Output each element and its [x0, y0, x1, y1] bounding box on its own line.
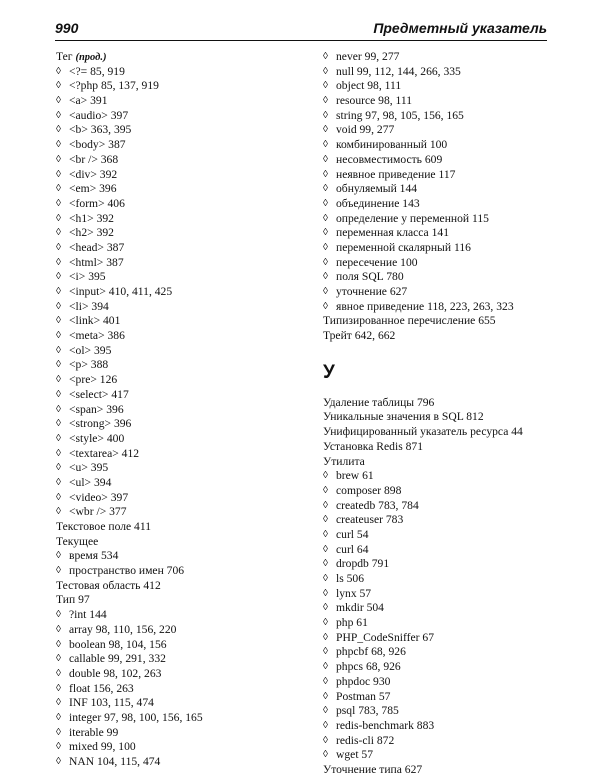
index-entry: [323, 455, 573, 470]
entry-text: <?php 85, 137, 919: [69, 79, 159, 93]
index-subentry: [323, 79, 573, 94]
entry-text: <?= 85, 919: [69, 64, 125, 78]
entry-text: boolean 98, 104, 156: [69, 637, 167, 651]
entry-text: Уточнение типа 627: [323, 762, 423, 776]
index-column-right: [323, 50, 573, 778]
entry-text: <div> 392: [69, 167, 118, 181]
entry-text: composer 898: [336, 483, 402, 497]
index-subentry: [56, 564, 296, 579]
index-subentry: [56, 285, 296, 300]
index-subentry: [56, 358, 296, 373]
index-subentry: [56, 623, 296, 638]
index-subentry: [323, 675, 573, 690]
index-subentry: [56, 476, 296, 491]
entry-text: <span> 396: [69, 402, 124, 416]
entry-text: объединение 143: [336, 196, 420, 210]
index-subentry: [323, 300, 573, 315]
entry-text: Удаление таблицы 796: [323, 395, 435, 409]
index-subentry: [56, 696, 296, 711]
entry-text: curl 64: [336, 542, 369, 556]
entry-text: время 534: [69, 549, 119, 563]
index-subentry: [323, 256, 573, 271]
entry-text: <pre> 126: [69, 373, 118, 387]
entry-text: <li> 394: [69, 299, 109, 313]
index-entry: [323, 763, 573, 778]
index-subentry: [56, 638, 296, 653]
entry-text: <em> 396: [69, 182, 117, 196]
index-subentry: [323, 631, 573, 646]
index-subentry: [323, 704, 573, 719]
entry-text: phpdoc 930: [336, 674, 391, 688]
index-subentry: [323, 138, 573, 153]
index-subentry: [56, 241, 296, 256]
index-subentry: [56, 197, 296, 212]
index-subentry: [56, 123, 296, 138]
entry-text: ls 506: [336, 572, 365, 585]
entry-text: dropdb 791: [336, 557, 390, 571]
index-entry: [323, 410, 573, 425]
page-number: 990: [55, 20, 79, 36]
entry-text: Текущее: [56, 534, 99, 548]
index-subentry: [56, 461, 296, 476]
entry-text: <ol> 395: [69, 343, 112, 357]
index-subentry: [323, 601, 573, 616]
index-column-left: [56, 50, 296, 770]
entry-text: <p> 388: [69, 358, 109, 372]
entry-text: Тег: [56, 50, 73, 63]
index-subentry: [56, 344, 296, 359]
index-subentry: [323, 153, 573, 168]
entry-text: mixed 99, 100: [69, 740, 136, 754]
entry-text: Текстовое поле 411: [56, 520, 152, 533]
index-entry: [323, 440, 573, 455]
index-subentry: [56, 300, 296, 315]
entry-text: void 99, 277: [336, 123, 395, 137]
index-subentry: [56, 182, 296, 197]
index-subentry: [323, 241, 573, 256]
entry-text: переменной скалярный 116: [336, 240, 471, 254]
index-subentry: [56, 256, 296, 271]
index-subentry: [56, 417, 296, 432]
index-subentry: [56, 667, 296, 682]
index-entry: [56, 520, 296, 535]
entry-text: ?int 144: [69, 608, 107, 622]
index-group-t-continued: [323, 50, 573, 344]
entry-text: wget 57: [336, 748, 374, 762]
entry-text: поля SQL 780: [336, 270, 404, 284]
index-subentry: [56, 168, 296, 183]
index-subentry: [323, 484, 573, 499]
entry-text: <body> 387: [69, 138, 126, 152]
entry-text: неявное приведение 117: [336, 167, 456, 181]
entry-text: phpcs 68, 926: [336, 660, 401, 674]
index-subentry: [56, 491, 296, 506]
index-subentry: [56, 314, 296, 329]
index-subentry: [323, 513, 573, 528]
entry-text: null 99, 112, 144, 266, 335: [336, 64, 461, 78]
index-subentry: [56, 109, 296, 124]
index-subentry: [323, 690, 573, 705]
entry-text: iterable 99: [69, 725, 119, 739]
index-subentry: [323, 748, 573, 763]
entry-text: Унифицированный указатель ресурса 44: [323, 425, 523, 439]
page-header: [55, 18, 547, 41]
section-letter: У: [323, 361, 335, 383]
entry-text: пересечение 100: [336, 255, 418, 269]
index-subentry: [56, 505, 296, 520]
entry-text: redis-benchmark 883: [336, 718, 435, 732]
index-subentry: [323, 734, 573, 749]
entry-text: <select> 417: [69, 387, 129, 401]
index-entry: [56, 535, 296, 550]
entry-text: Трейт 642, 662: [323, 329, 396, 343]
index-subentry: [56, 226, 296, 241]
index-subentry: [56, 755, 296, 770]
index-subentry: [323, 226, 573, 241]
index-subentry: [56, 373, 296, 388]
index-subentry: [56, 682, 296, 697]
entry-text: <textarea> 412: [69, 446, 140, 460]
entry-text: INF 103, 115, 474: [69, 696, 154, 710]
entry-text: <h2> 392: [69, 226, 114, 240]
entry-text: <head> 387: [69, 240, 125, 254]
entry-text: psql 783, 785: [336, 704, 399, 718]
entry-text: never 99, 277: [336, 50, 400, 63]
index-subentry: [56, 388, 296, 403]
entry-text: <html> 387: [69, 255, 124, 269]
index-subentry: [56, 94, 296, 109]
entry-text: определение у переменной 115: [336, 211, 489, 225]
entry-text: <strong> 396: [69, 417, 132, 431]
index-subentry: [323, 528, 573, 543]
index-subentry: [323, 499, 573, 514]
entry-text: явное приведение 118, 223, 263, 323: [336, 299, 514, 313]
entry-text: <link> 401: [69, 314, 121, 328]
index-subentry: [323, 719, 573, 734]
index-subentry: [56, 138, 296, 153]
index-subentry: [323, 168, 573, 183]
entry-text: phpcbf 68, 926: [336, 645, 406, 659]
entry-text: <ul> 394: [69, 475, 112, 489]
entry-text: <h1> 392: [69, 211, 114, 225]
entry-text: callable 99, 291, 332: [69, 652, 166, 666]
index-entry: [323, 396, 573, 411]
entry-text: object 98, 111: [336, 79, 402, 93]
index-subentry: [56, 711, 296, 726]
index-subentry: [323, 65, 573, 80]
entry-text: <i> 395: [69, 270, 106, 284]
entry-text: Уникальные значения в SQL 812: [323, 410, 484, 424]
entry-text: lynx 57: [336, 586, 372, 600]
index-subentry: [56, 79, 296, 94]
entry-text: double 98, 102, 263: [69, 666, 162, 680]
continued-label: (прод.): [75, 52, 107, 63]
entry-text: float 156, 263: [69, 681, 134, 695]
index-entry: [56, 579, 296, 594]
index-subentry: [56, 549, 296, 564]
index-subentry: [56, 652, 296, 667]
entry-text: <video> 397: [69, 490, 129, 504]
entry-text: Postman 57: [336, 689, 391, 703]
entry-text: php 61: [336, 616, 368, 630]
entry-text: string 97, 98, 105, 156, 165: [336, 108, 464, 122]
index-subentry: [323, 285, 573, 300]
index-subentry: [56, 740, 296, 755]
index-subentry: [323, 645, 573, 660]
entry-text: createuser 783: [336, 513, 404, 527]
index-subentry: [56, 432, 296, 447]
index-subentry: [323, 616, 573, 631]
entry-text: несовместимость 609: [336, 152, 443, 166]
index-subentry: [323, 587, 573, 602]
index-subentry: [323, 123, 573, 138]
entry-text: комбинированный 100: [336, 138, 448, 152]
entry-text: PHP_CodeSniffer 67: [336, 630, 435, 644]
index-subentry: [56, 608, 296, 623]
entry-text: пространство имен 706: [69, 564, 185, 578]
entry-text: <a> 391: [69, 94, 108, 108]
index-subentry: [56, 403, 296, 418]
entry-text: curl 54: [336, 527, 369, 541]
index-entry: [56, 50, 296, 65]
entry-text: NAN 104, 115, 474: [69, 755, 161, 768]
index-subentry: [56, 65, 296, 80]
entry-text: resource 98, 111: [336, 94, 413, 108]
index-subentry: [323, 557, 573, 572]
entry-text: <wbr /> 377: [69, 505, 127, 519]
index-subentry: [56, 153, 296, 168]
running-title: Предметный указатель: [373, 20, 547, 36]
entry-text: <input> 410, 411, 425: [69, 285, 173, 298]
index-group-u: [323, 396, 573, 778]
index-subentry: [56, 329, 296, 344]
entry-text: <br /> 368: [69, 152, 119, 166]
entry-text: integer 97, 98, 100, 156, 165: [69, 710, 203, 724]
index-subentry: [56, 447, 296, 462]
entry-text: <u> 395: [69, 461, 109, 475]
entry-text: createdb 783, 784: [336, 498, 419, 512]
entry-text: <meta> 386: [69, 329, 125, 343]
entry-text: обнуляемый 144: [336, 182, 418, 196]
index-entry: [323, 425, 573, 440]
entry-text: Типизированное перечисление 655: [323, 314, 496, 328]
entry-text: <style> 400: [69, 431, 125, 445]
entry-text: <form> 406: [69, 196, 125, 210]
index-subentry: [323, 109, 573, 124]
entry-text: Тестовая область 412: [56, 578, 161, 592]
entry-text: уточнение 627: [336, 285, 408, 298]
index-subentry: [323, 50, 573, 65]
entry-text: <audio> 397: [69, 108, 129, 122]
index-subentry: [323, 572, 573, 587]
index-subentry: [56, 270, 296, 285]
entry-text: mkdir 504: [336, 601, 384, 615]
index-entry: [56, 593, 296, 608]
index-subentry: [323, 94, 573, 109]
index-entry: [323, 314, 573, 329]
entry-text: Утилита: [323, 454, 365, 468]
index-subentry: [323, 469, 573, 484]
index-subentry: [323, 660, 573, 675]
index-subentry: [323, 182, 573, 197]
index-subentry: [323, 212, 573, 227]
index-subentry: [56, 212, 296, 227]
index-entry: [323, 329, 573, 344]
entry-text: redis-cli 872: [336, 733, 395, 747]
index-subentry: [56, 726, 296, 741]
entry-text: Установка Redis 871: [323, 439, 423, 453]
entry-text: array 98, 110, 156, 220: [69, 622, 177, 636]
entry-text: Тип 97: [56, 593, 90, 607]
entry-text: переменная класса 141: [336, 226, 449, 240]
index-subentry: [323, 270, 573, 285]
entry-text: <b> 363, 395: [69, 123, 132, 137]
index-subentry: [323, 197, 573, 212]
entry-text: brew 61: [336, 469, 374, 483]
index-subentry: [323, 543, 573, 558]
